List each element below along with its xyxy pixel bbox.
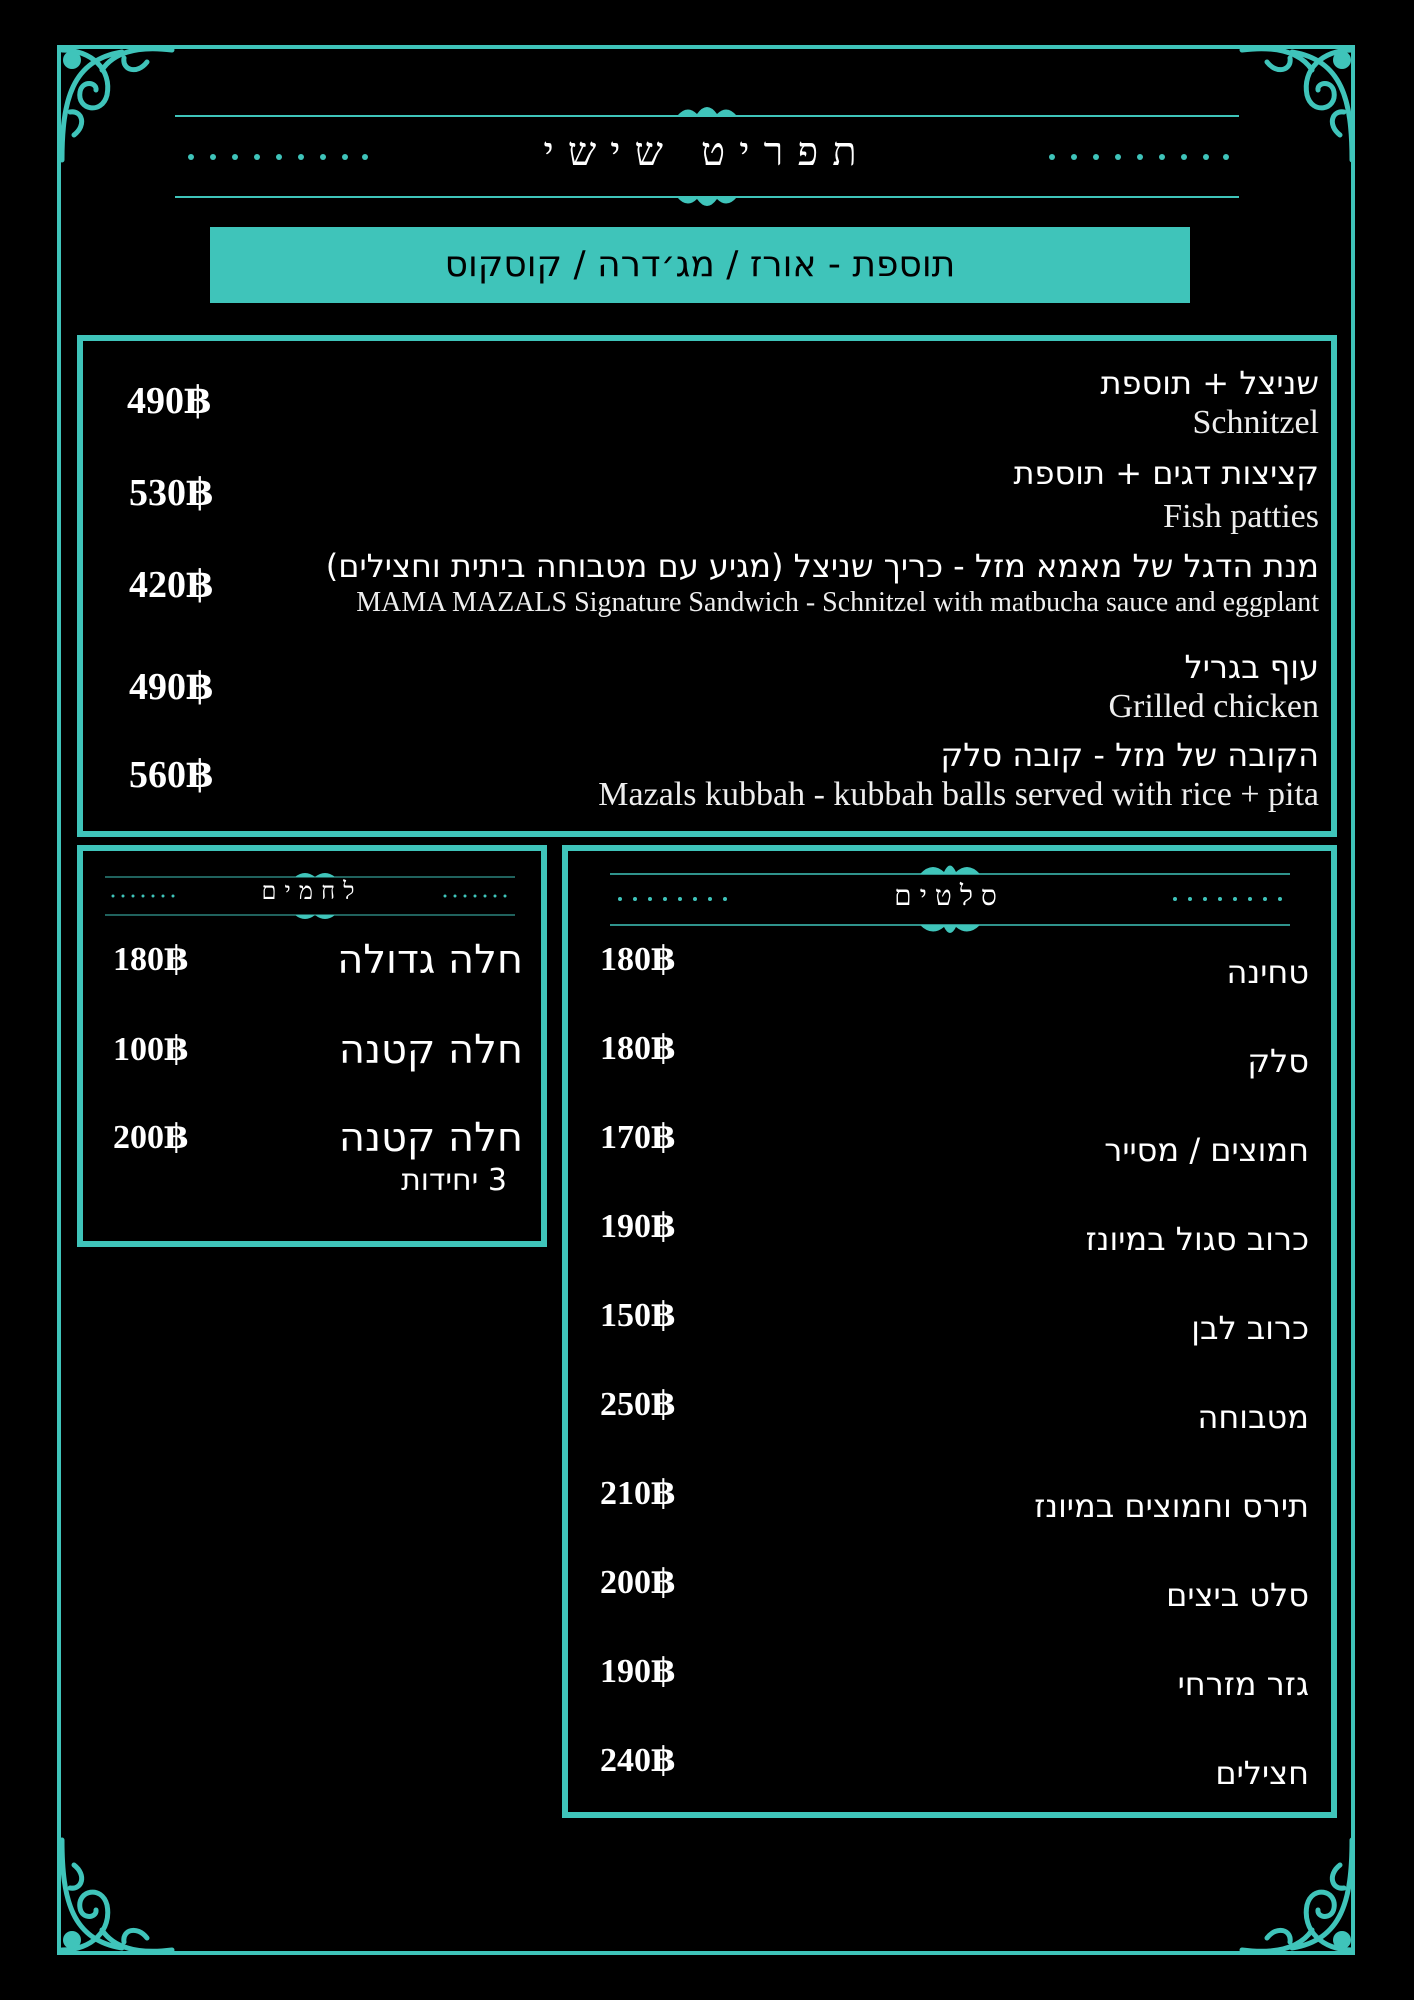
- dish-name-he: עוף בגריל: [1184, 648, 1319, 686]
- salads-title: סלטים: [894, 881, 1005, 912]
- salad-name: חמוצים / מסייר: [1104, 1131, 1309, 1169]
- dish-name-he: שניצל + תוספת: [1100, 364, 1319, 402]
- dish-price: 560฿: [129, 754, 213, 796]
- salad-price: 240฿: [600, 1742, 675, 1779]
- page-title: תפריט שישי: [543, 129, 871, 174]
- salad-name: כרוב סגול במיונז: [1085, 1220, 1309, 1258]
- corner-flourish-icon: [1232, 40, 1362, 170]
- dish-name-en: Mazals kubbah - kubbah balls served with rice + pita: [598, 776, 1319, 813]
- dish-name-he: מנת הדגל של מאמא מזל - כריך שניצל (מגיע עם מטבוחה ביתית וחצילים): [325, 547, 1319, 585]
- breads-title: לחמים: [261, 879, 363, 905]
- dish-price: 490฿: [127, 380, 211, 422]
- bread-note: 3 יחידות: [401, 1163, 507, 1198]
- salad-name: טחינה: [1226, 953, 1309, 991]
- salad-name: חצילים: [1215, 1754, 1309, 1792]
- title-band: [175, 100, 1239, 215]
- bread-name: חלה גדולה: [337, 937, 523, 983]
- salad-name: תירס וחמוצים במיונז: [1034, 1487, 1309, 1525]
- dish-price: 530฿: [129, 472, 213, 514]
- bread-name: חלה קטנה: [338, 1115, 523, 1161]
- dish-name-en: Schnitzel: [1192, 404, 1319, 441]
- list-item: [598, 735, 1319, 815]
- salad-price: 180฿: [600, 941, 675, 978]
- dish-name-en: MAMA MAZALS Signature Sandwich - Schnitzel with matbucha sauce and eggplant: [356, 587, 1319, 618]
- salad-price: 150฿: [600, 1297, 675, 1334]
- salad-price: 200฿: [600, 1564, 675, 1601]
- breads-section: [77, 845, 547, 1247]
- salad-name: סלק: [1247, 1042, 1309, 1080]
- salad-price: 170฿: [600, 1119, 675, 1156]
- corner-flourish-icon: [52, 1830, 182, 1960]
- dish-name-en: Grilled chicken: [1108, 688, 1319, 725]
- salad-price: 190฿: [600, 1208, 675, 1245]
- main-dishes-section: [77, 335, 1337, 837]
- salad-price: 180฿: [600, 1030, 675, 1067]
- dish-price: 420฿: [129, 564, 213, 606]
- bread-name: חלה קטנה: [338, 1027, 523, 1073]
- salad-name: סלט ביצים: [1166, 1576, 1309, 1614]
- salad-price: 250฿: [600, 1386, 675, 1423]
- dish-name-en: Fish patties: [1163, 498, 1319, 535]
- salads-section: [562, 845, 1337, 1818]
- bread-price: 200฿: [113, 1119, 188, 1156]
- list-item: [326, 546, 1319, 620]
- salad-name: מטבוחה: [1197, 1398, 1309, 1436]
- dish-name-he: הקובה של מזל - קובה סלק: [940, 736, 1319, 774]
- bread-price: 180฿: [113, 941, 188, 978]
- salad-name: כרוב לבן: [1191, 1309, 1309, 1347]
- list-item: [1101, 363, 1320, 443]
- bread-price: 100฿: [113, 1031, 188, 1068]
- corner-flourish-icon: [1232, 1830, 1362, 1960]
- dish-price: 490฿: [129, 666, 213, 708]
- list-item: [1014, 453, 1319, 537]
- salad-price: 210฿: [600, 1475, 675, 1512]
- list-item: [1108, 647, 1319, 727]
- salad-price: 190฿: [600, 1653, 675, 1690]
- side-dish-banner: תוספת - אורז / מג׳דרה / קוסקוס: [210, 227, 1190, 303]
- dish-name-he: קציצות דגים + תוספת: [1013, 454, 1319, 492]
- salad-name: גזר מזרחי: [1177, 1665, 1309, 1703]
- corner-flourish-icon: [52, 40, 182, 170]
